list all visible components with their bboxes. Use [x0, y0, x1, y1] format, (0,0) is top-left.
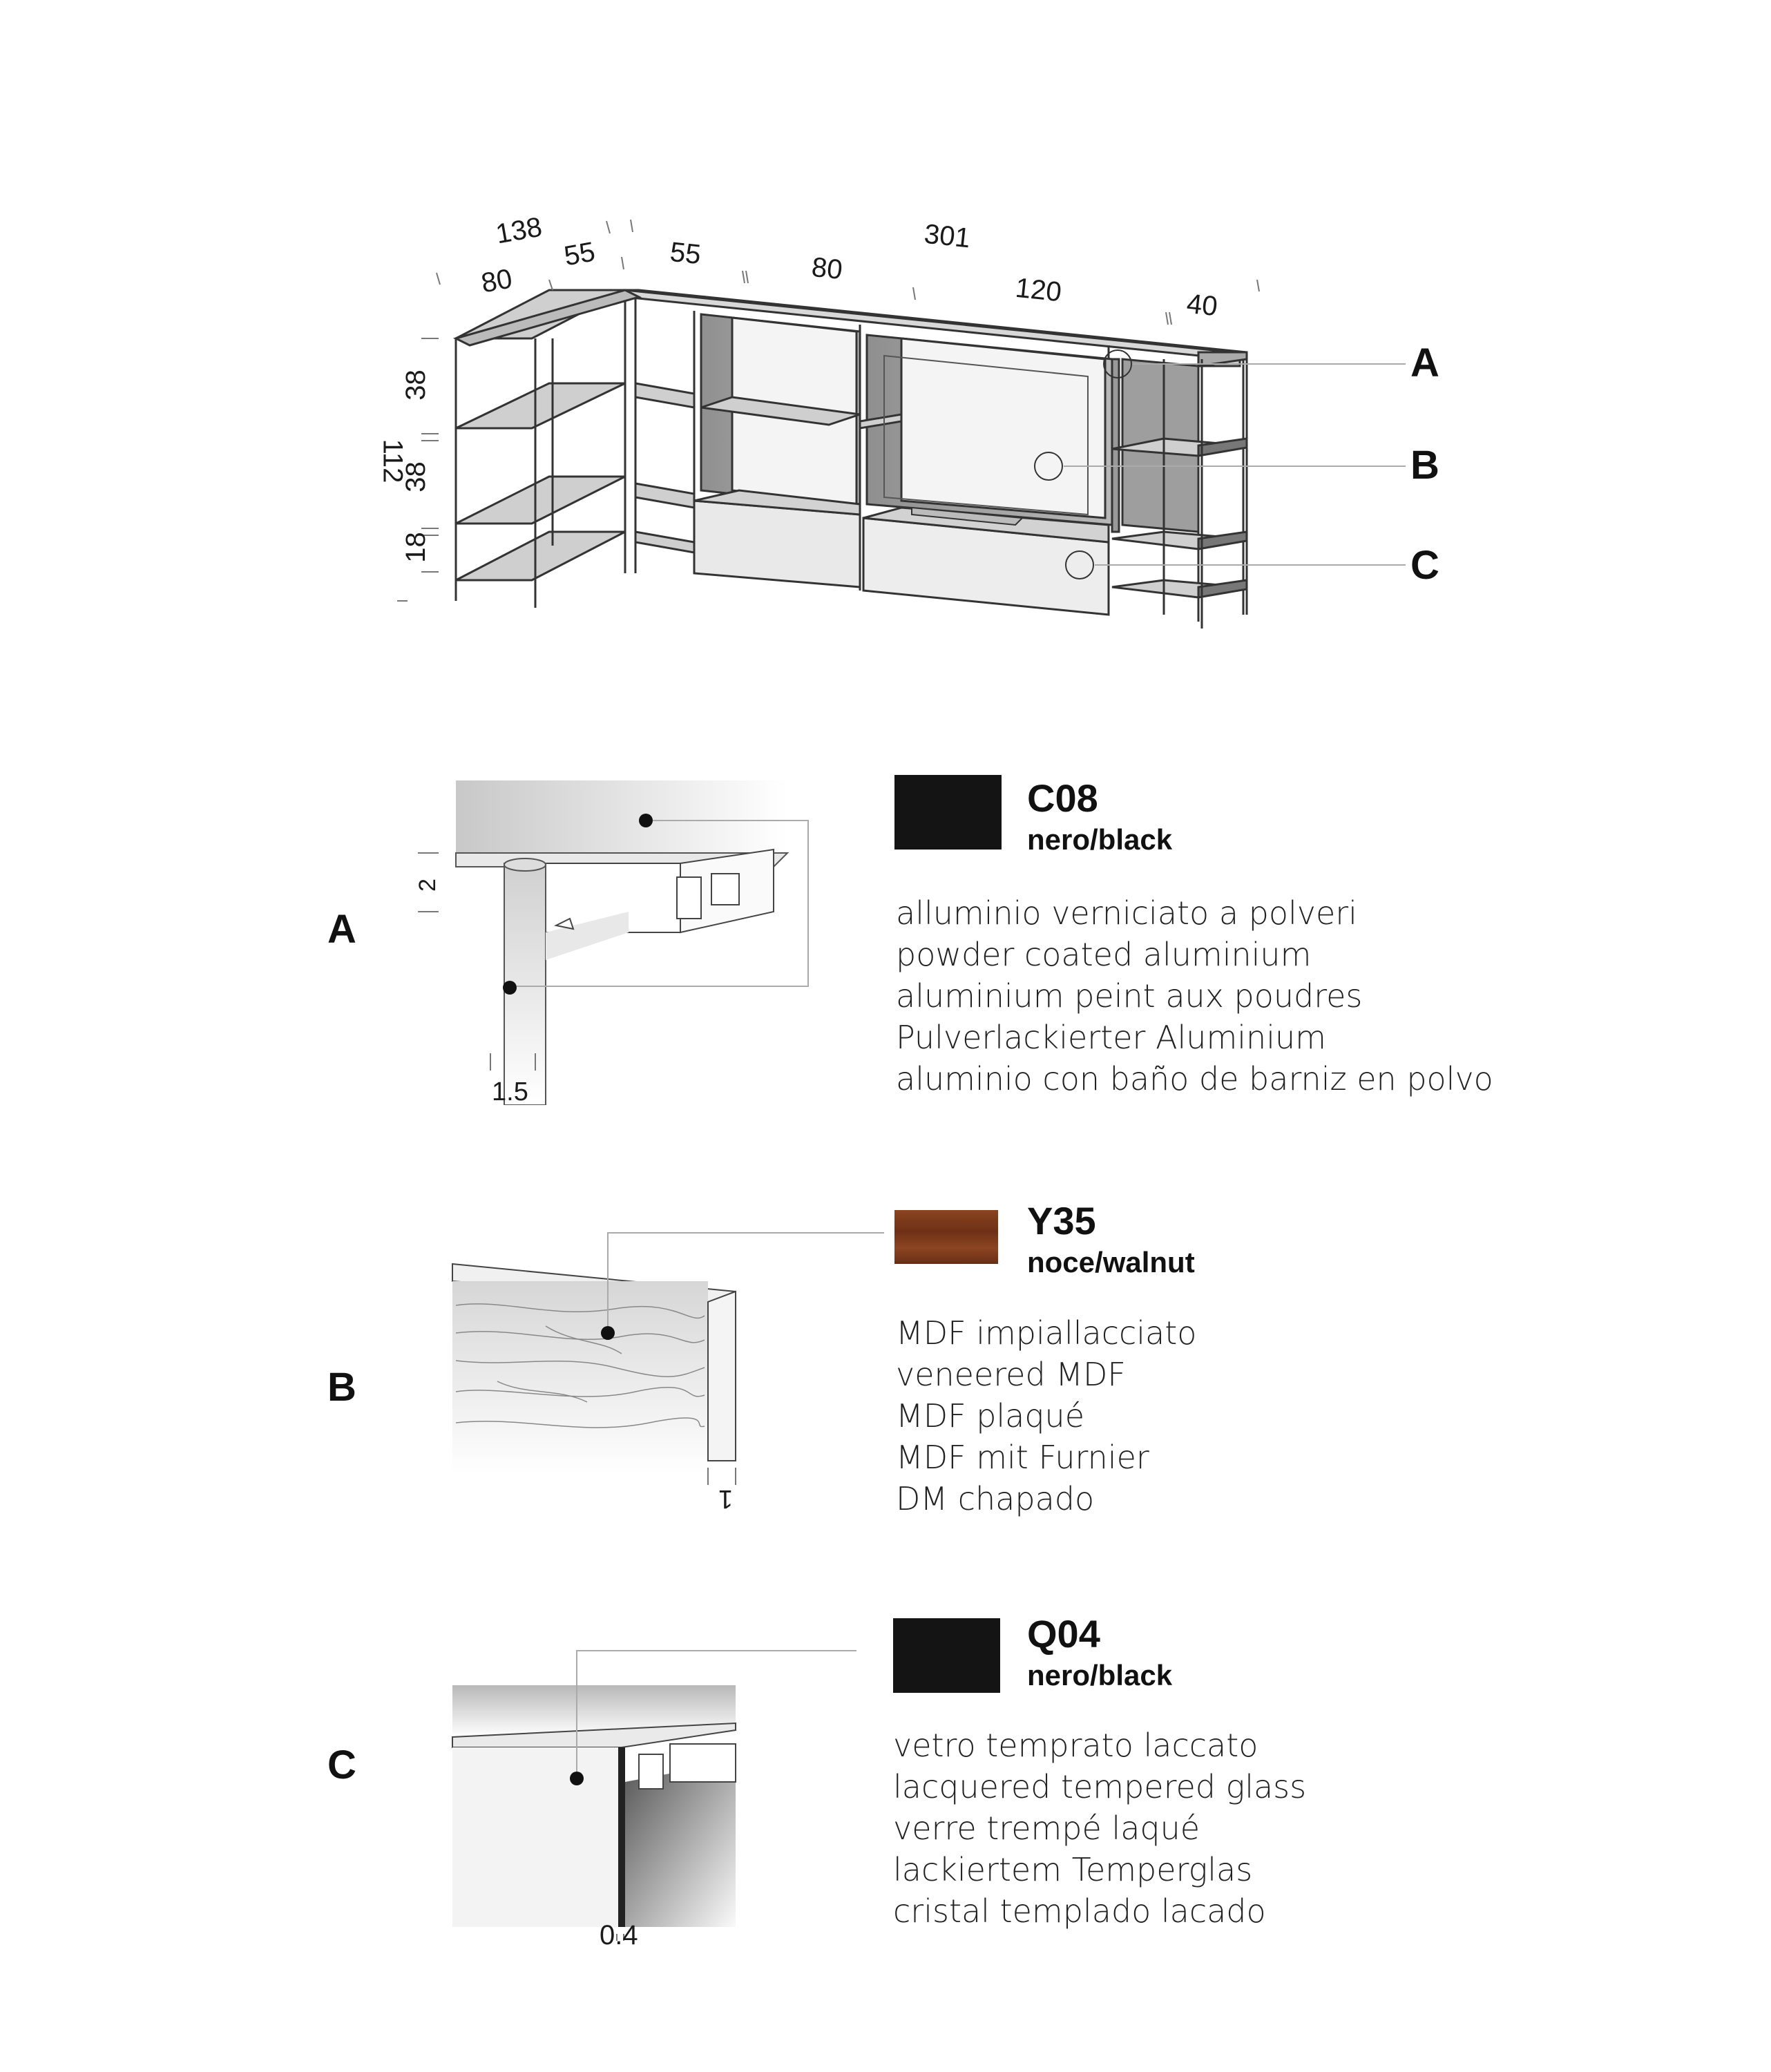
- finish-color-name-q04: nero/black: [1027, 1659, 1173, 1691]
- description-line: lackiertem Temperglas: [893, 1851, 1253, 1888]
- detail-a-drawing: [401, 774, 829, 1105]
- dim-label-height-18: 18: [400, 532, 431, 563]
- dim-label-55-left: 55: [562, 236, 597, 272]
- material-description-b: [896, 1312, 1196, 1519]
- description-line: vetro temprato laccato: [893, 1727, 1258, 1764]
- detail-c-drawing: [442, 1644, 884, 1941]
- detail-a-dim-1-5: 1.5: [492, 1077, 528, 1106]
- dim-label-height-38-mid: 38: [400, 461, 431, 492]
- finish-code-y35: Y35: [1027, 1199, 1096, 1243]
- description-line: cristal templado lacado: [893, 1892, 1266, 1930]
- description-line: lacquered tempered glass: [893, 1768, 1307, 1805]
- dim-label-55-mid: 55: [668, 236, 702, 271]
- dim-label-height-total: 112: [377, 439, 408, 483]
- description-line: veneered MDF: [896, 1356, 1126, 1393]
- description-line: DM chapado: [896, 1480, 1095, 1517]
- description-line: alluminio verniciato a polveri: [896, 894, 1357, 932]
- description-line: MDF plaqué: [896, 1397, 1085, 1435]
- finish-color-name-c08: nero/black: [1027, 823, 1173, 856]
- finish-code-q04: Q04: [1027, 1612, 1100, 1656]
- finish-code-c08: C08: [1027, 776, 1098, 820]
- finish-color-name-y35: noce/walnut: [1027, 1246, 1195, 1278]
- detail-letter-c: C: [327, 1743, 356, 1787]
- description-line: aluminium peint aux poudres: [896, 977, 1363, 1015]
- description-line: Pulverlackierter Aluminium: [896, 1019, 1326, 1056]
- dim-label-301: 301: [922, 218, 972, 254]
- description-line: MDF mit Furnier: [896, 1439, 1149, 1476]
- color-swatch-y35: [894, 1210, 998, 1264]
- detail-letter-b: B: [327, 1365, 356, 1410]
- description-line: MDF impiallacciato: [896, 1314, 1197, 1352]
- dim-label-height-38-top: 38: [400, 370, 431, 401]
- material-description-a: [896, 892, 1493, 1100]
- detail-b-dim-1: 1: [718, 1484, 734, 1513]
- callout-letter-a: A: [1410, 340, 1439, 385]
- color-swatch-c08: [894, 775, 1002, 850]
- overview-drawing: [0, 0, 1771, 663]
- callout-letter-b: B: [1410, 443, 1439, 488]
- shelving-unit: [456, 290, 1247, 629]
- detail-c-dim-0-4: 0.4: [600, 1920, 638, 1950]
- color-swatch-q04: [893, 1618, 1000, 1693]
- dim-label-138: 138: [493, 211, 544, 250]
- dim-label-80-mid: 80: [810, 251, 844, 286]
- callout-letter-c: C: [1410, 543, 1439, 588]
- description-line: powder coated aluminium: [896, 936, 1312, 973]
- detail-letter-a: A: [327, 907, 356, 952]
- material-description-c: [893, 1725, 1306, 1932]
- detail-a-dim-2: 2: [414, 879, 441, 892]
- description-line: aluminio con baño de barniz en polvo: [896, 1060, 1493, 1097]
- dim-label-80-left: 80: [479, 263, 515, 299]
- description-line: verre trempé laqué: [893, 1810, 1200, 1847]
- dim-label-120: 120: [1013, 272, 1063, 308]
- detail-b-drawing: [442, 1222, 884, 1519]
- dim-label-40: 40: [1185, 288, 1219, 323]
